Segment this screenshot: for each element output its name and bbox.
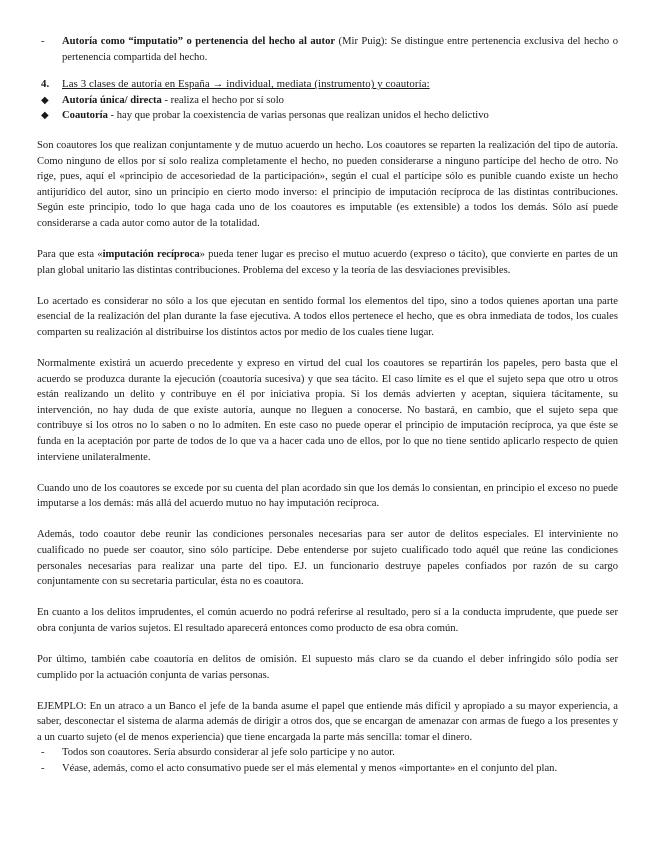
dash-marker: - bbox=[41, 762, 45, 774]
bold-term: Autoría como “imputatio” o pertenencia del hecho al autor bbox=[62, 36, 336, 47]
paragraph-omision: Por último, también cabe coautoría en delitos de omisión. El supuesto más claro se da cuando el deber infringido sólo podía ser cumplido por la actuación conjunta de varias personas. bbox=[37, 653, 618, 681]
item-text: Todos son coautores. Sería absurdo considerar al jefe solo participe y no autor. bbox=[62, 747, 395, 759]
section-heading bbox=[37, 77, 618, 93]
paragraph-ejemplo: EJEMPLO: En un atraco a un Banco el jefe de la banda asume el papel que entiende más difícil y apropiado a su mayor experiencia, a saber, desconectar el sistema de alarma además de dirigir a otros dos, que se encargan de amenazar con armas de fuego a los presentes y a un cuarto sujeto (el de menos experiencia) que tiene encargada la parte más sencilla: tomar el dinero. bbox=[37, 700, 618, 743]
item-text: - realiza el hecho por sí solo bbox=[161, 94, 284, 106]
paragraph-imputacion bbox=[37, 247, 618, 278]
section-title: Las 3 clases de autoría en España → individual, mediata (instrumento) y coautoría: bbox=[62, 78, 430, 91]
dash-marker: - bbox=[41, 36, 45, 47]
list-item-conclusion bbox=[37, 761, 618, 777]
section-number: 4. bbox=[41, 78, 50, 91]
bold-term: Autoría única/ directa bbox=[62, 94, 162, 106]
paragraph-imprudentes: En cuanto a los delitos imprudentes, el común acuerdo no podrá referirse al resultado, pero sí a la conducta imprudente, que puede ser obra conjunta de varios sujetos. El resultado aparecerá entonces como producto de esa obra común. bbox=[37, 607, 618, 634]
diamond-bullet-icon: ◆ bbox=[41, 94, 49, 106]
bold-term: imputación recíproca bbox=[102, 249, 200, 261]
list-item-coautoria bbox=[37, 108, 618, 124]
paragraph-fase-ejecutiva: Lo acertado es considerar no sólo a los que ejecutan en sentido formal los elementos del tipo, sino a todos quienes aportan una parte esencial de la realización del plan durante la fase ejecutiva. A todos ellos pertenece el hecho, que es obra inmediata de todos, los cuales comparten su realización al distribuirse los distintos actos por medio de los cuales tiene lugar. bbox=[37, 295, 618, 338]
item-text: Véase, además, como el acto consumativo puede ser el más elemental y menos «importante» en el conjunto del plan. bbox=[62, 762, 558, 774]
list-item-autoria-unica bbox=[37, 93, 618, 109]
text-span: » pueda tener lugar es preciso el mutuo acuerdo (expreso o tácito), que convierte en partes de un plan global unitario las distintas contribuciones. Problema del exceso y la teoría de las desviaciones previsibles. bbox=[37, 249, 618, 276]
document-page bbox=[37, 34, 618, 777]
list-item-autoria-imputatio bbox=[37, 34, 618, 65]
item-text: - hay que probar la coexistencia de varias personas que realizan unidos el hecho delictivo bbox=[107, 110, 489, 122]
paragraph-acuerdo: Normalmente existirá un acuerdo precedente y expreso en virtud del cual los coautores se repartirán los papeles, pero basta que el acuerdo se produzca durante la ejecución (coautoría sucesiva) y que sea tácito. El caso límite es el que el sujeto sepa que otro u otros están realizando un delito y contribuye en él por iniciativa propia. Si los demás advierten y aceptan, siquiera tácitamente, su intervención, no hay duda de que existe autoría, aunque no lleguen a conocerse. No bastará, en cambio, que el sujeto sepa que contribuye si los otros no lo saben o no lo admiten. En este caso no puede operar el principio de imputación recíproca, ya que éste se funda en la aceptación por parte de todos de lo que va a hacer cada uno de ellos, por lo que no tiene sentido aplicarlo respecto de quien interviene unilateralmente. bbox=[37, 358, 618, 463]
dash-marker: - bbox=[41, 747, 45, 759]
paragraph-delitos-especiales: Además, todo coautor debe reunir las condiciones personales necesarias para ser autor de delitos especiales. El interviniente no cualificado no puede ser coautor, sino sólo partícipe. Debe entenderse por sujeto cualificado todo aquél que reúne las condiciones personales necesarias para realizar una parte del tipo. EJ. un funcionario destruye papeles confiados por razón de su cargo conjuntamente con su secretaria particular, ésta no es coautora. bbox=[37, 529, 618, 588]
text-span: Para que esta « bbox=[37, 249, 103, 261]
list-item-conclusion bbox=[37, 745, 618, 761]
bold-term: Coautoría bbox=[62, 110, 108, 122]
diamond-bullet-icon: ◆ bbox=[41, 110, 49, 122]
item-text: (Mir Puig): Se distingue entre pertenencia exclusiva del hecho o pertenencia compartida del hecho. bbox=[62, 36, 618, 63]
paragraph-definition: Son coautores los que realizan conjuntamente y de mutuo acuerdo un hecho. Los coautores se reparten la realización del tipo de autoría. Como ninguno de ellos por sí solo realiza completamente el hecho, no pueden considerarse a ninguno partícipe del hecho de otro. No rige, pues, aquí el «principio de accesoriedad de la participación», según el cual el partícipe sólo es punible cuando existe un hecho antijurídico del autor, sino un principio en cierto modo inverso: el principio de imputación recíproca de las distintas contribuciones. Según este principio, todo lo que haga cada uno de los coautores es imputable (es extensible) a todos los demás. Sólo así puede considerarse a cada autor como autor de la totalidad. bbox=[37, 139, 618, 229]
paragraph-exceso: Cuando uno de los coautores se excede por su cuenta del plan acordado sin que los demás lo consientan, en principio el exceso no puede imputarse a los demás: más allá del acuerdo mutuo no hay imputación recíproca. bbox=[37, 482, 618, 510]
